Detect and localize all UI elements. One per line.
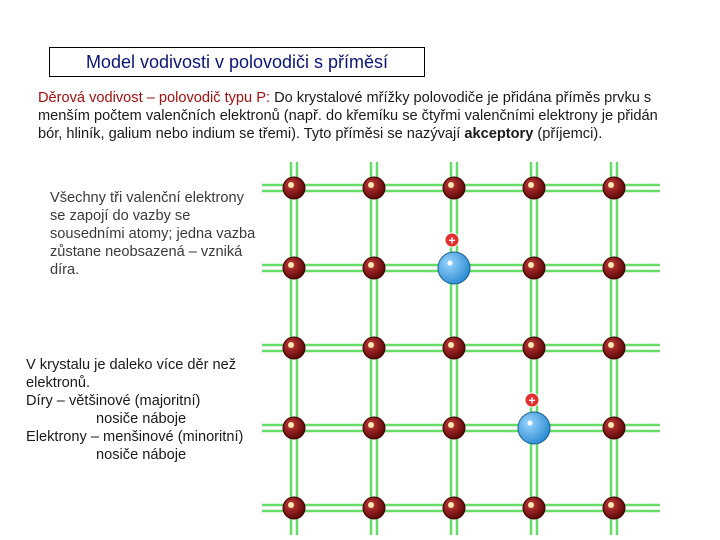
atom-highlight [288, 342, 294, 348]
acceptor-atom [518, 412, 550, 444]
lattice-atom [603, 497, 625, 519]
atom-highlight [608, 422, 614, 428]
lattice-atom [363, 417, 385, 439]
note-carriers-line-4: Elektrony – menšinové (minoritní) [26, 429, 244, 445]
lattice-atom [603, 177, 625, 199]
atom-highlight [288, 502, 294, 508]
note-valence-electrons: Všechny tři valenční elektrony se zapojí do vazby se sousedními atomy; jedna vazba zůstane neobsazená – vzniká díra. [50, 190, 256, 278]
lattice-atom [603, 417, 625, 439]
atom-highlight [368, 342, 374, 348]
lattice-atom [443, 337, 465, 359]
intro-bold-term: akceptory [464, 126, 534, 142]
lattice-atom [283, 417, 305, 439]
atom-highlight [368, 502, 374, 508]
intro-text-1: Do krystalové mřížky polovodiče je přidána příměs prvku s menším počtem valenčních elektronů (např. do křemíku se čtyřmi valenčními elektrony je přidán bór, hliník, galium nebo indium se třemi). Tyto příměsi se nazývají [38, 90, 658, 142]
lattice-atom [363, 257, 385, 279]
atom-highlight [288, 182, 294, 188]
note-carriers-line-2: Díry – většinové (majoritní) [26, 393, 201, 409]
atom-highlight [528, 182, 534, 188]
atom-highlight [528, 342, 534, 348]
hole-plus-sign: + [528, 393, 536, 408]
lattice-atom [283, 497, 305, 519]
hole-plus-sign: + [448, 233, 456, 248]
intro-text-2: (příjemci). [533, 126, 603, 142]
lattice-atom [363, 177, 385, 199]
lattice-atoms [283, 177, 625, 519]
atom-highlight [368, 262, 374, 268]
lattice-atom [363, 337, 385, 359]
lattice-atom [603, 337, 625, 359]
lattice-atom [523, 337, 545, 359]
atom-highlight [448, 502, 454, 508]
lattice-atom [523, 177, 545, 199]
note-carriers-line-3: nosiče náboje [96, 411, 187, 427]
atom-highlight [448, 422, 454, 428]
lattice-atom [443, 417, 465, 439]
atom-highlight [448, 261, 453, 266]
atom-highlight [608, 182, 614, 188]
lattice-atom [603, 257, 625, 279]
acceptor-atom [438, 252, 470, 284]
intro-heading: Děrová vodivost – polovodič typu P: [38, 90, 271, 106]
page-title-text: Model vodivosti v polovodiči s příměsí [85, 51, 389, 72]
atom-highlight [288, 262, 294, 268]
lattice-atom [283, 177, 305, 199]
lattice-atom [443, 177, 465, 199]
note-carriers-line-5: nosiče náboje [96, 447, 187, 463]
lattice-atom [523, 257, 545, 279]
atom-highlight [368, 182, 374, 188]
atom-highlight [288, 422, 294, 428]
lattice-atom [523, 497, 545, 519]
lattice-atom [283, 257, 305, 279]
lattice-atom [283, 337, 305, 359]
atom-highlight [528, 421, 533, 426]
atom-highlight [448, 342, 454, 348]
atom-highlight [608, 502, 614, 508]
atom-highlight [368, 422, 374, 428]
note-carriers-line-1: V krystalu je daleko více děr než elektronů. [26, 357, 237, 391]
lattice-atom [363, 497, 385, 519]
atom-highlight [448, 182, 454, 188]
atom-highlight [608, 342, 614, 348]
atom-highlight [528, 262, 534, 268]
atom-highlight [608, 262, 614, 268]
lattice-atom [443, 497, 465, 519]
atom-highlight [528, 502, 534, 508]
